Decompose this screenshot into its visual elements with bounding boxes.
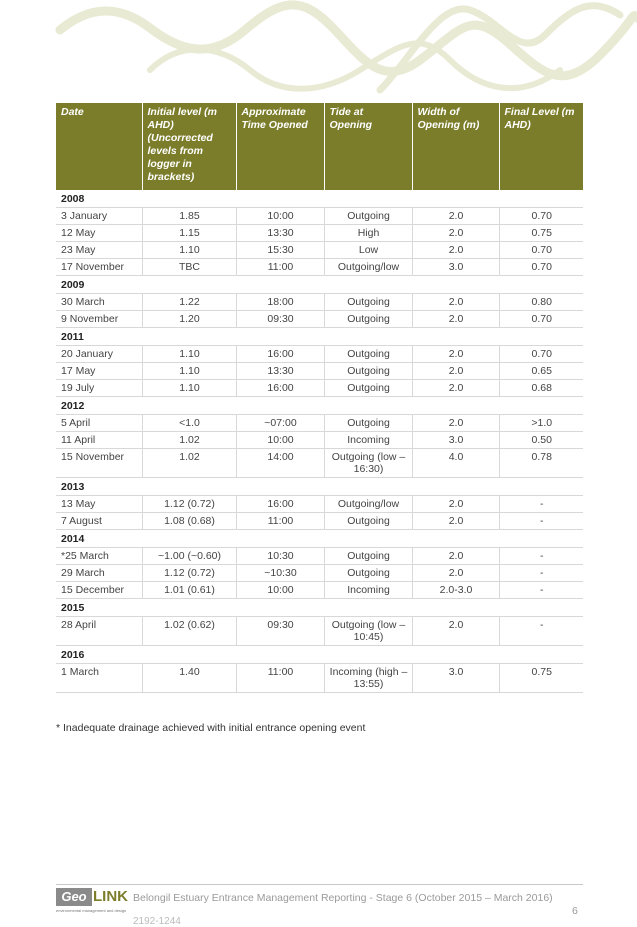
table-header-row: [56, 103, 583, 190]
table-row: [56, 259, 583, 276]
cell-tide: Outgoing: [324, 415, 412, 432]
cell-initial-level: 1.10: [142, 346, 236, 363]
geolink-logo: [56, 888, 126, 918]
cell-final-level: 0.75: [499, 664, 583, 693]
cell-date: 12 May: [56, 225, 142, 242]
cell-width: 2.0: [412, 242, 499, 259]
cell-tide: Outgoing: [324, 548, 412, 565]
year-row: [56, 276, 583, 294]
cell-tide: Outgoing: [324, 311, 412, 328]
cell-width: 2.0: [412, 208, 499, 225]
cell-final-level: 0.70: [499, 242, 583, 259]
cell-date: 19 July: [56, 380, 142, 397]
cell-time: 15:30: [236, 242, 324, 259]
cell-tide: Outgoing (low – 16:30): [324, 449, 412, 478]
cell-date: 11 April: [56, 432, 142, 449]
cell-initial-level: 1.02: [142, 449, 236, 478]
cell-date: 1 March: [56, 664, 142, 693]
cell-date: 28 April: [56, 617, 142, 646]
table-row: [56, 582, 583, 599]
cell-final-level: 0.75: [499, 225, 583, 242]
footer-document-title: Belongil Estuary Entrance Management Reporting - Stage 6 (October 2015 – March 2016): [133, 892, 553, 904]
year-row: [56, 599, 583, 617]
cell-time: 16:00: [236, 346, 324, 363]
table-row: [56, 294, 583, 311]
header-time-opened: Approximate Time Opened: [236, 103, 324, 190]
cell-tide: Outgoing: [324, 208, 412, 225]
table-row: [56, 311, 583, 328]
cell-initial-level: 1.01 (0.61): [142, 582, 236, 599]
cell-time: 09:30: [236, 311, 324, 328]
cell-final-level: 0.70: [499, 259, 583, 276]
header-initial-level: Initial level (m AHD) (Uncorrected levels from logger in brackets): [142, 103, 236, 190]
cell-tide: Outgoing/low: [324, 496, 412, 513]
cell-date: 29 March: [56, 565, 142, 582]
cell-date: 17 May: [56, 363, 142, 380]
footer-divider: [56, 884, 583, 885]
cell-final-level: 0.68: [499, 380, 583, 397]
table-row: [56, 363, 583, 380]
cell-final-level: >1.0: [499, 415, 583, 432]
cell-time: 10:00: [236, 582, 324, 599]
cell-tide: Outgoing: [324, 363, 412, 380]
cell-date: 30 March: [56, 294, 142, 311]
year-label: 2008: [56, 190, 583, 208]
table-row: [56, 432, 583, 449]
cell-tide: Outgoing/low: [324, 259, 412, 276]
cell-initial-level: 1.10: [142, 363, 236, 380]
cell-initial-level: 1.20: [142, 311, 236, 328]
cell-time: 13:30: [236, 363, 324, 380]
cell-tide: Outgoing: [324, 380, 412, 397]
cell-final-level: 0.70: [499, 346, 583, 363]
cell-final-level: -: [499, 513, 583, 530]
cell-date: 13 May: [56, 496, 142, 513]
cell-final-level: -: [499, 582, 583, 599]
cell-time: 14:00: [236, 449, 324, 478]
cell-tide: High: [324, 225, 412, 242]
table-row: [56, 449, 583, 478]
year-label: 2011: [56, 328, 583, 346]
cell-width: 2.0: [412, 415, 499, 432]
decorative-wave-graphic: [0, 0, 637, 100]
cell-initial-level: 1.12 (0.72): [142, 496, 236, 513]
year-row: [56, 190, 583, 208]
cell-date: *25 March: [56, 548, 142, 565]
table-row: [56, 346, 583, 363]
cell-date: 9 November: [56, 311, 142, 328]
logo-tagline: environmental management and design: [56, 908, 127, 913]
cell-tide: Outgoing (low – 10:45): [324, 617, 412, 646]
cell-time: 10:00: [236, 432, 324, 449]
cell-time: 10:30: [236, 548, 324, 565]
table-row: [56, 617, 583, 646]
cell-initial-level: 1.02: [142, 432, 236, 449]
cell-time: 18:00: [236, 294, 324, 311]
table-row: [56, 513, 583, 530]
year-label: 2009: [56, 276, 583, 294]
cell-width: 2.0: [412, 294, 499, 311]
table-row: [56, 664, 583, 693]
year-row: [56, 328, 583, 346]
cell-width: 2.0: [412, 548, 499, 565]
cell-date: 20 January: [56, 346, 142, 363]
table-row: [56, 208, 583, 225]
table-row: [56, 225, 583, 242]
table-row: [56, 565, 583, 582]
cell-initial-level: 1.12 (0.72): [142, 565, 236, 582]
cell-time: ~07:00: [236, 415, 324, 432]
cell-width: 2.0: [412, 311, 499, 328]
cell-final-level: -: [499, 617, 583, 646]
cell-initial-level: <1.0: [142, 415, 236, 432]
cell-width: 2.0: [412, 513, 499, 530]
cell-final-level: 0.80: [499, 294, 583, 311]
cell-date: 23 May: [56, 242, 142, 259]
document-code: 2192-1244: [133, 916, 181, 927]
cell-time: 11:00: [236, 664, 324, 693]
table-row: [56, 415, 583, 432]
cell-initial-level: TBC: [142, 259, 236, 276]
logo-geo-mark: Geo: [56, 888, 92, 906]
year-label: 2013: [56, 478, 583, 496]
cell-final-level: -: [499, 548, 583, 565]
year-label: 2015: [56, 599, 583, 617]
cell-time: ~10:30: [236, 565, 324, 582]
cell-date: 15 December: [56, 582, 142, 599]
cell-initial-level: 1.15: [142, 225, 236, 242]
cell-final-level: 0.50: [499, 432, 583, 449]
year-row: [56, 530, 583, 548]
header-final-level: Final Level (m AHD): [499, 103, 583, 190]
year-label: 2016: [56, 646, 583, 664]
cell-final-level: 0.78: [499, 449, 583, 478]
cell-time: 16:00: [236, 380, 324, 397]
year-label: 2014: [56, 530, 583, 548]
cell-tide: Outgoing: [324, 294, 412, 311]
cell-date: 5 April: [56, 415, 142, 432]
cell-initial-level: 1.10: [142, 380, 236, 397]
year-row: [56, 397, 583, 415]
cell-width: 2.0: [412, 225, 499, 242]
cell-initial-level: 1.40: [142, 664, 236, 693]
cell-width: 2.0: [412, 346, 499, 363]
cell-final-level: -: [499, 565, 583, 582]
cell-width: 2.0: [412, 496, 499, 513]
cell-time: 16:00: [236, 496, 324, 513]
cell-time: 09:30: [236, 617, 324, 646]
entrance-opening-table: [56, 103, 583, 693]
cell-initial-level: 1.02 (0.62): [142, 617, 236, 646]
cell-final-level: 0.70: [499, 311, 583, 328]
cell-width: 3.0: [412, 432, 499, 449]
header-tide: Tide at Opening: [324, 103, 412, 190]
year-label: 2012: [56, 397, 583, 415]
cell-final-level: 0.65: [499, 363, 583, 380]
table-row: [56, 496, 583, 513]
cell-final-level: -: [499, 496, 583, 513]
cell-tide: Incoming (high – 13:55): [324, 664, 412, 693]
cell-tide: Incoming: [324, 582, 412, 599]
year-row: [56, 646, 583, 664]
cell-tide: Incoming: [324, 432, 412, 449]
cell-width: 4.0: [412, 449, 499, 478]
cell-initial-level: 1.08 (0.68): [142, 513, 236, 530]
cell-width: 2.0: [412, 380, 499, 397]
page-number: 6: [572, 905, 578, 917]
cell-final-level: 0.70: [499, 208, 583, 225]
cell-tide: Outgoing: [324, 565, 412, 582]
table-row: [56, 242, 583, 259]
table-row: [56, 548, 583, 565]
cell-date: 3 January: [56, 208, 142, 225]
cell-time: 13:30: [236, 225, 324, 242]
cell-tide: Low: [324, 242, 412, 259]
table-footnote: * Inadequate drainage achieved with initial entrance opening event: [56, 722, 366, 734]
cell-date: 15 November: [56, 449, 142, 478]
cell-width: 2.0: [412, 363, 499, 380]
cell-width: 2.0: [412, 565, 499, 582]
cell-tide: Outgoing: [324, 346, 412, 363]
cell-initial-level: 1.85: [142, 208, 236, 225]
cell-width: 2.0: [412, 617, 499, 646]
header-width: Width of Opening (m): [412, 103, 499, 190]
cell-time: 11:00: [236, 513, 324, 530]
table-row: [56, 380, 583, 397]
header-date: Date: [56, 103, 142, 190]
cell-date: 17 November: [56, 259, 142, 276]
cell-width: 3.0: [412, 259, 499, 276]
cell-date: 7 August: [56, 513, 142, 530]
cell-initial-level: 1.10: [142, 242, 236, 259]
cell-tide: Outgoing: [324, 513, 412, 530]
cell-time: 11:00: [236, 259, 324, 276]
cell-initial-level: 1.22: [142, 294, 236, 311]
cell-width: 2.0-3.0: [412, 582, 499, 599]
cell-time: 10:00: [236, 208, 324, 225]
cell-initial-level: ~1.00 (~0.60): [142, 548, 236, 565]
cell-width: 3.0: [412, 664, 499, 693]
year-row: [56, 478, 583, 496]
logo-link-text: LINK: [93, 888, 128, 905]
